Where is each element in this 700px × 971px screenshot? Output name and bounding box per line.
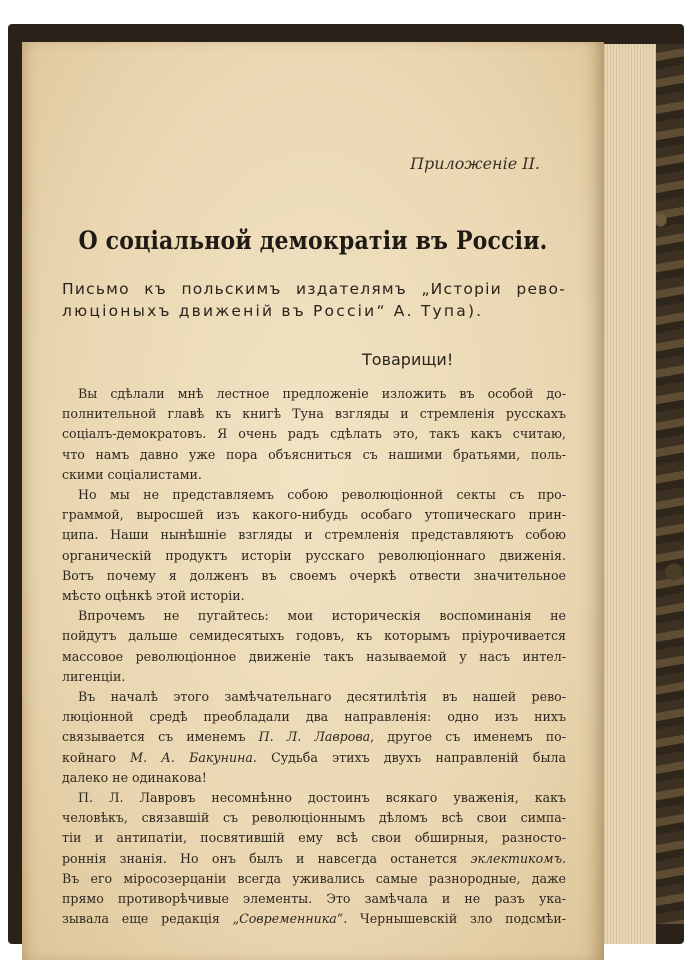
appendix-label: Приложеніе II. xyxy=(410,154,540,173)
text-line: зывала еще редакція „Современника“. Чернышевскій зло подсмѣи- xyxy=(62,911,566,927)
text-line: связывается съ именемъ П. Л. Лаврова, другое съ именемъ по- xyxy=(62,729,566,745)
subtitle xyxy=(62,278,566,322)
subtitle-line: люціоныхъ движеній въ Россіи“ А. Тупа). xyxy=(62,302,484,320)
text-line: тіи и антипатіи, посвятившій ему всѣ свои обширныя, разносто- xyxy=(62,830,566,846)
text-line: койнаго М. А. Бакунина. Судьба этихъ двухъ направленій была xyxy=(62,749,567,765)
text-line: органическій продуктъ исторіи русскаго революціоннаго движенія. xyxy=(62,547,566,563)
text-line: ципа. Наши нынѣшніе взгляды и стремленія представляютъ собою xyxy=(62,527,566,543)
text-line: Но мы не представляемъ собою революціонной секты съ про- xyxy=(78,487,566,503)
text-line: массовое революціонное движеніе такъ называемой у насъ интел- xyxy=(62,648,566,664)
text-line: пойдутъ дальше семидесятыхъ годовъ, къ которымъ пріурочивается xyxy=(62,628,566,644)
text-line: Въ началѣ этого замѣчательнаго десятилѣтія въ нашей рево- xyxy=(78,689,566,705)
text-line: человѣкъ, связавшій съ революціоннымъ дѣломъ всѣ свои симпа- xyxy=(62,810,566,826)
text-line: П. Л. Лавровъ несомнѣнно достоинъ всякаго уваженія, какъ xyxy=(78,790,566,806)
text-line: Въ его міросозерцаніи всегда уживались самые разнородные, даже xyxy=(62,870,566,886)
body-text xyxy=(62,384,566,929)
text-line: Впрочемъ не пугайтесь: мои историческія воспоминанія не xyxy=(78,608,566,624)
book xyxy=(8,24,684,944)
text-line: прямо противорѣчивые элементы. Это замѣчала и не разъ ука- xyxy=(62,891,566,907)
text-line: мѣсто оцѣнкѣ этой исторіи. xyxy=(62,588,245,604)
text-line: далеко не одинакова! xyxy=(62,769,207,785)
text-line: люціонной средѣ преобладали два направленія: одно изъ нихъ xyxy=(62,709,566,725)
page-title: О соціальной демократіи въ Россіи. xyxy=(78,226,548,255)
text-line: полнительной главѣ къ книгѣ Туна взгляды и стремленія русскахъ xyxy=(62,406,566,422)
text-line: соціалъ-демократовъ. Я очень радъ сдѣлать это, такъ какъ считаю, xyxy=(62,426,566,442)
text-line: лигенціи. xyxy=(62,668,126,684)
greeting: Товарищи! xyxy=(362,350,454,369)
text-line: граммой, выросшей изъ какого-нибудь особаго утопическаго прин- xyxy=(62,507,566,523)
text-line: Вотъ почему я долженъ въ своемъ очеркѣ отвести значительное xyxy=(62,567,566,583)
text-line: роннія знанія. Но онъ былъ и навсегда останется эклектикомъ. xyxy=(62,850,566,866)
text-line: что намъ давно уже пора объясниться съ нашими братьями, поль- xyxy=(62,446,566,462)
subtitle-line: Письмо къ польскимъ издателямъ „Исторіи рево- xyxy=(62,280,566,298)
book-page xyxy=(22,42,604,960)
text-line: Вы сдѣлали мнѣ лестное предложеніе изложить въ особой до- xyxy=(78,386,566,401)
text-line: скими соціалистами. xyxy=(62,466,202,482)
